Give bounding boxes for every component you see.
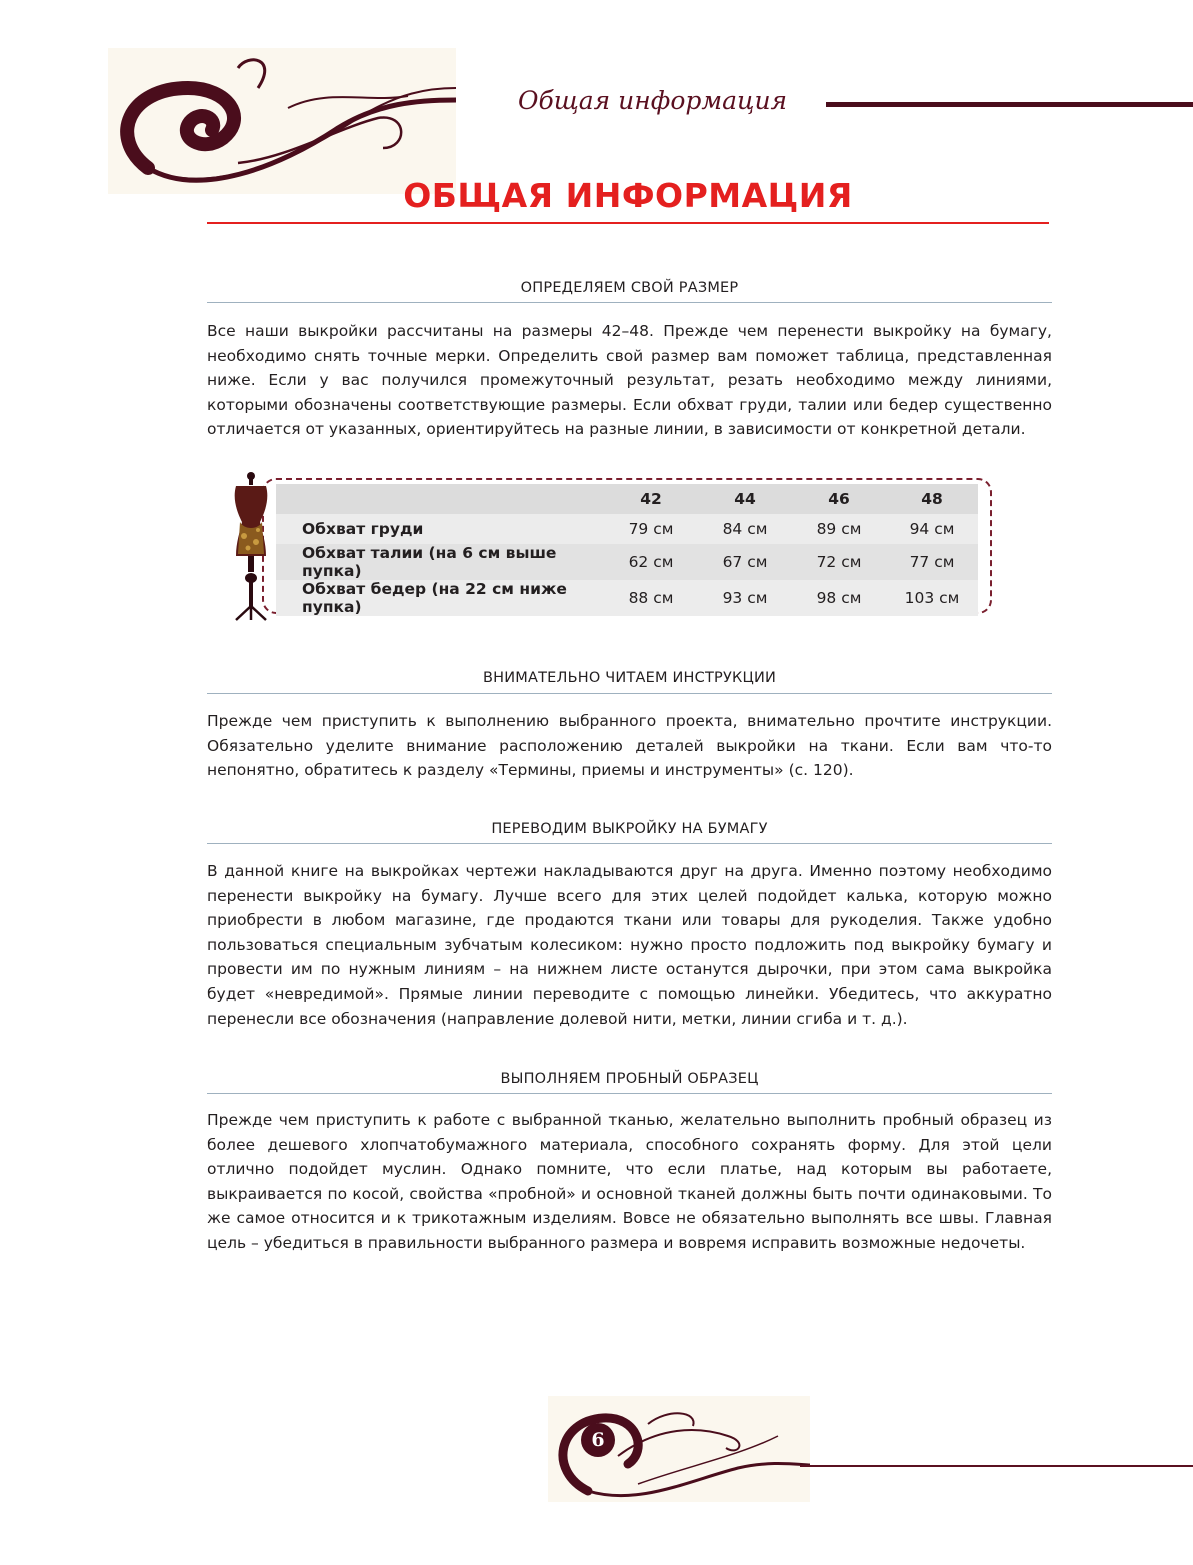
section-rule bbox=[207, 302, 1052, 303]
measure-value: 89 см bbox=[792, 514, 886, 544]
measure-value: 94 см bbox=[886, 514, 978, 544]
measure-value: 103 см bbox=[886, 580, 978, 616]
measure-value: 88 см bbox=[604, 580, 698, 616]
measure-value: 62 см bbox=[604, 544, 698, 580]
section-rule bbox=[207, 843, 1052, 844]
section-title-size: ОПРЕДЕЛЯЕМ СВОЙ РАЗМЕР bbox=[520, 280, 739, 296]
measure-label: Обхват талии (на 6 см выше пупка) bbox=[276, 544, 604, 580]
measure-value: 98 см bbox=[792, 580, 886, 616]
table-row bbox=[276, 514, 978, 544]
section-title-instructions: ВНИМАТЕЛЬНО ЧИТАЕМ ИНСТРУКЦИИ bbox=[482, 670, 777, 686]
section-title-transfer: ПЕРЕВОДИМ ВЫКРОЙКУ НА БУМАГУ bbox=[491, 821, 768, 837]
size-header: 42 bbox=[604, 484, 698, 514]
section-text-transfer: В данной книге на выкройках чертежи накладываются друг на друга. Именно поэтому необходимо перенести выкройку на бумагу. Лучше всего для этих целей подойдет калька, которую можно приобрести в любом магазине, где продаются ткани или товары для рукоделия. Также удобно пользоваться специальным зубчатым колесиком: нужно просто подложить под выкройку бумагу и провести им по нужным линиям – на нижнем листе останутся дырочки, при этом сама выкройка будет «невредимой». Прямые линии переводите с помощью линейки. Убедитесь, что аккуратно перенесли все обозначения (направление долевой нити, метки, линии сгиба и т. д.). bbox=[207, 862, 1052, 1028]
measure-value: 67 см bbox=[698, 544, 792, 580]
footer-rule bbox=[800, 1465, 1193, 1467]
measure-label: Обхват груди bbox=[276, 514, 604, 544]
section-text-instructions: Прежде чем приступить к выполнению выбранного проекта, внимательно прочтите инструкции. Обязательно уделите внимание расположению деталей выкройки на ткани. Если вам что-то непонятно, обратитесь к разделу «Термины, приемы и инструменты» (с. 120). bbox=[207, 712, 1052, 780]
section-rule bbox=[207, 1093, 1052, 1094]
measure-value: 79 см bbox=[604, 514, 698, 544]
section-text-size: Все наши выкройки рассчитаны на размеры 42–48. Прежде чем перенести выкройку на бумагу, необходимо снять точные мерки. Определить свой размер вам поможет таблица, представленная ниже. Если у вас получился промежуточный результат, резать необходимо между линиями, которыми обозначены соответствующие размеры. Если обхват груди, талии или бедер существенно отличается от указанных, ориентируйтесь на разные линии, в зависимости от конкретной детали. bbox=[207, 322, 1052, 439]
table-row bbox=[276, 580, 978, 616]
measure-value: 84 см bbox=[698, 514, 792, 544]
size-header: 44 bbox=[698, 484, 792, 514]
size-table-header bbox=[276, 484, 978, 514]
size-header: 46 bbox=[792, 484, 886, 514]
header-swirl-ornament bbox=[108, 48, 456, 194]
measure-label: Обхват бедер (на 22 см ниже пупка) bbox=[276, 580, 604, 616]
header-rule bbox=[826, 102, 1193, 107]
size-header: 48 bbox=[886, 484, 978, 514]
section-text-sample: Прежде чем приступить к работе с выбранной тканью, желательно выполнить пробный образец из более дешевого хлопчатобумажного материала, способного сохранять форму. Для этой цели отлично подойдет муслин. Однако помните, что если платье, над которым вы работаете, выкраивается по косой, свойства «пробной» и основной тканей должны быть почти одинаковыми. То же самое относится и к трикотажным изделиям. Вовсе не обязательно выполнять все швы. Главная цель – убедиться в правильности выбранного размера и вовремя исправить возможные недочеты. bbox=[207, 1111, 1052, 1252]
table-row bbox=[276, 544, 978, 580]
heading-rule bbox=[207, 222, 1049, 224]
measure-value: 77 см bbox=[886, 544, 978, 580]
measure-value: 72 см bbox=[792, 544, 886, 580]
size-table bbox=[276, 484, 978, 616]
page-number: 6 bbox=[591, 1429, 605, 1451]
section-rule bbox=[207, 693, 1052, 694]
measure-value: 93 см bbox=[698, 580, 792, 616]
running-title: Общая информация bbox=[518, 86, 788, 115]
section-title-sample: ВЫПОЛНЯЕМ ПРОБНЫЙ ОБРАЗЕЦ bbox=[500, 1071, 759, 1087]
page-heading: ОБЩАЯ ИНФОРМАЦИЯ bbox=[403, 176, 853, 215]
mannequin-icon bbox=[228, 470, 274, 622]
size-table-corner bbox=[276, 484, 604, 514]
